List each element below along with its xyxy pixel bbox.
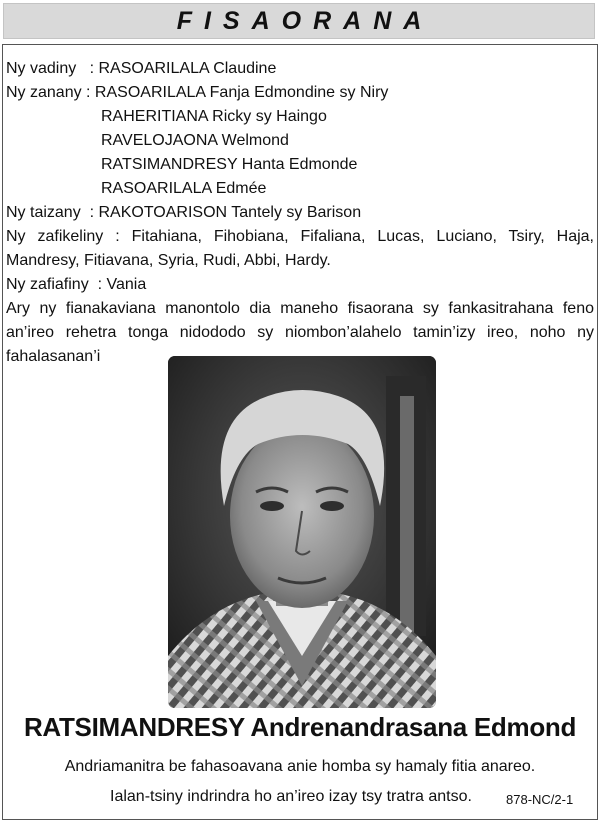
child-line: RAVELOJAONA Welmond (101, 132, 289, 149)
deceased-name: RATSIMANDRESY Andrenandrasana Edmond (23, 712, 577, 742)
spouse-line: Ny vadiny : RASOARILALA Claudine (6, 60, 277, 77)
message-line: fahalasanan’i (6, 348, 101, 365)
child-line: RAHERITIANA Ricky sy Haingo (101, 108, 327, 125)
family-list (6, 57, 594, 369)
closing-apology: Ialan-tsiny indrindra ho an’ireo izay tsy tratra antso. (110, 788, 472, 805)
children-line: Ny zanany : RASOARILALA Fanja Edmondine sy Niry (6, 84, 389, 101)
closing-blessing: Andriamanitra be fahasoavana anie homba sy hamaly fitia anareo. (64, 758, 536, 775)
message-line: Ary ny fianakaviana manontolo dia maneho fisaorana sy fankasitrahana feno (6, 300, 594, 317)
great-grandchildren-line: Ny zafiafiny : Vania (6, 276, 147, 293)
foster-children-line: Ny taizany : RAKOTOARISON Tantely sy Barison (6, 204, 362, 221)
grandchildren-line-cont: Mandresy, Fitiavana, Syria, Rudi, Abbi, Hardy. (6, 252, 331, 269)
notice-title: FISAORANA (176, 6, 434, 35)
child-line: RASOARILALA Edmée (101, 180, 267, 197)
grandchildren-line: Ny zafikeliny : Fitahiana, Fihobiana, Fifaliana, Lucas, Luciano, Tsiry, Haja, (6, 228, 594, 245)
message-line: an’ireo rehetra tonga nidododo sy niombon’alahelo tamin’izy ireo, noho ny (6, 324, 594, 341)
reference-code: 878-NC/2-1 (506, 792, 574, 807)
portrait-photo (168, 356, 436, 708)
header-banner (3, 3, 595, 39)
child-line: RATSIMANDRESY Hanta Edmonde (101, 156, 358, 173)
